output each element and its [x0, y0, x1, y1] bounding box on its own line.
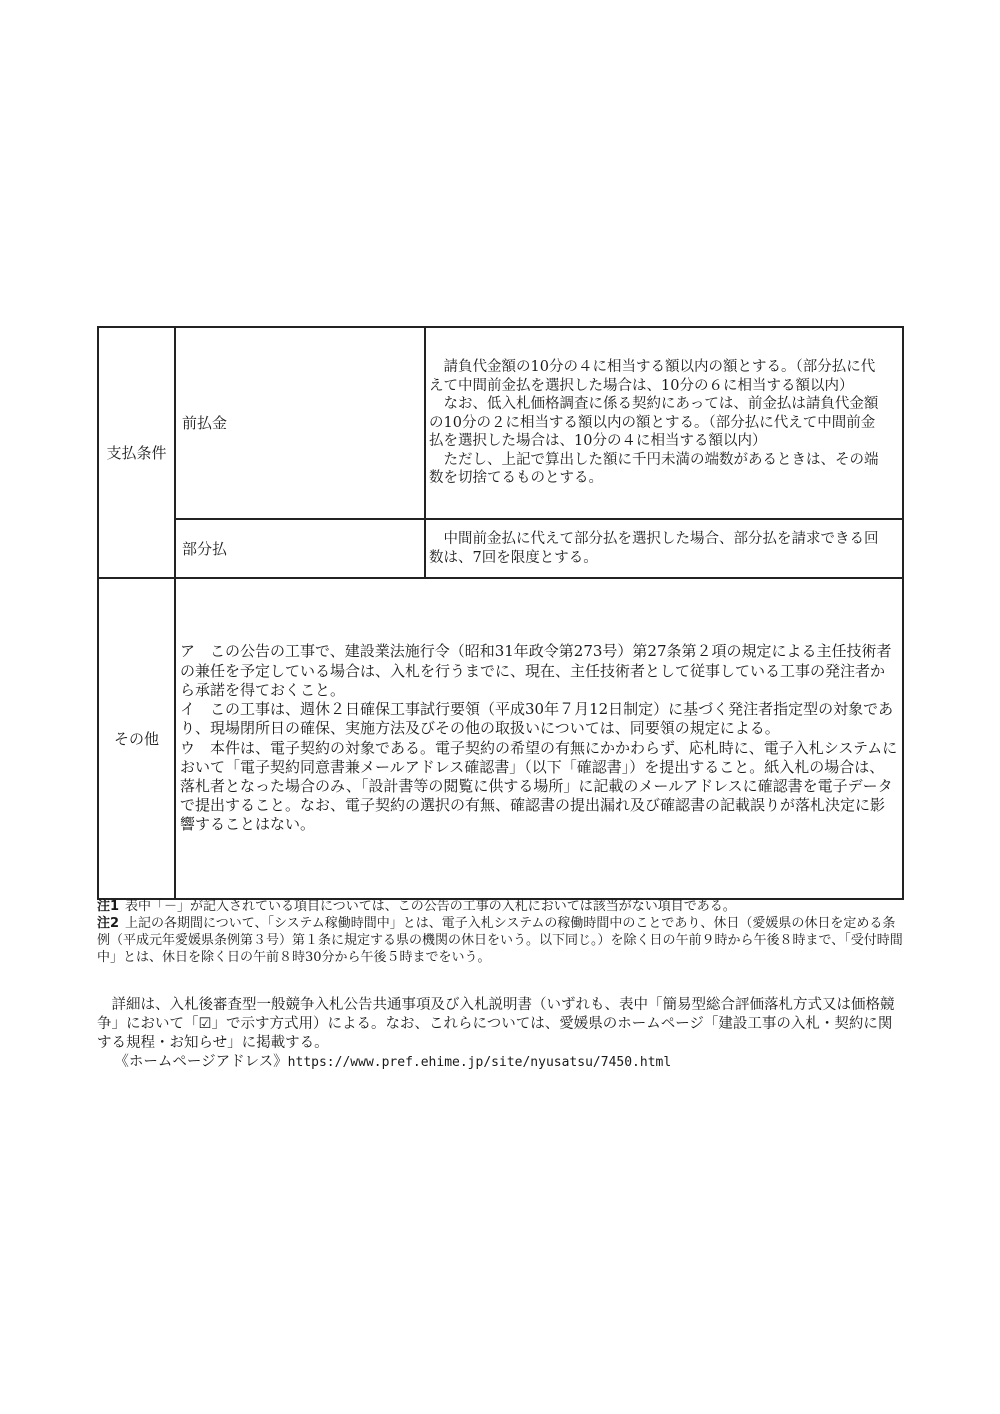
advance-label: 前払金: [182, 414, 228, 432]
note-1: [97, 898, 905, 915]
other-category-label: その他: [113, 729, 159, 748]
table-row: [98, 519, 903, 578]
partial-paragraph-1: 中間前金払に代えて部分払を選択した場合、部分払を請求できる回数は、7回を限度とする。: [429, 531, 879, 566]
homepage-url-link[interactable]: https://www.pref.ehime.jp/site/nyusatsu/7450.html: [287, 1055, 672, 1070]
advance-paragraph-1: 請負代金額の10分の４に相当する額以内の額とする。（部分払に代えて中間前金払を選択した場合は、10分の６に相当する額以内）: [429, 359, 876, 394]
details-section: [97, 996, 905, 1072]
homepage-address-label: 《ホームページアドレス》: [114, 1054, 288, 1070]
conditions-table: [97, 326, 904, 900]
other-content-cell: [175, 578, 903, 899]
table-row: [98, 578, 903, 899]
partial-label: 部分払: [182, 539, 228, 558]
table-row: [98, 327, 903, 519]
note-1-label: 注1: [97, 899, 120, 914]
other-item-a: ア この公告の工事で、建設業法施行令（昭和31年政令第273号）第27条第２項の規定による主任技術者の兼任を予定している場合は、入札を行うまでに、現在、主任技術者として従事している工事の発注者から承諾を得ておくこと。: [180, 642, 892, 699]
other-item-u: ウ 本件は、電子契約の対象である。電子契約の希望の有無にかかわらず、応札時に、電子入札システムにおいて「電子契約同意書兼メールアドレス確認書」（以下「確認書」）を提出すること。紙入札の場合は、落札者となった場合のみ、「設計書等の閲覧に供する場所」に記載のメールアドレスに確認書を電子データで提出すること。なお、電子契約の選択の有無、確認書の提出漏れ及び確認書の記載誤りが落札決定に影響することはない。: [180, 738, 898, 834]
advance-paragraph-2: なお、低入札価格調査に係る契約にあっては、前金払は請負代金額の10分の２に相当する額以内の額とする。（部分払に代えて中間前金払を選択した場合は、10分の４に相当する額以内）: [429, 396, 879, 450]
partial-content-cell: [425, 519, 903, 578]
advance-label-cell: [175, 327, 425, 519]
other-item-i: イ この工事は、週休２日確保工事試行要領（平成30年７月12日制定）に基づく発注者指定型の対象であり、現場閉所日の確保、実施方法及びその他の取扱いについては、同要領の規定による。: [180, 700, 894, 738]
advance-content-cell: [425, 327, 903, 519]
note-2-text: 上記の各期間について、「システム稼働時間中」とは、電子入札システムの稼働時間中のことであり、休日（愛媛県の休日を定める条例（平成元年愛媛県条例第３号）第１条に規定する県の機関の休日をいう。以下同じ。）を除く日の午前９時から午後８時まで、「受付時間中」とは、休日を除く日の午前８時30分から午後５時までをいう。: [97, 916, 903, 965]
note-2-label: 注2: [97, 916, 120, 931]
note-2: [97, 915, 905, 966]
note-1-text: 表中「－」が記入されている項目については、この公告の工事の入札においては該当がない項目である。: [125, 899, 736, 914]
footnotes: [97, 898, 905, 966]
advance-paragraph-3: ただし、上記で算出した額に千円未満の端数があるときは、その端数を切捨てるものとする。: [429, 451, 879, 487]
payment-category-label: 支払条件: [106, 443, 167, 462]
partial-label-cell: [175, 519, 425, 578]
homepage-address-line: [97, 1053, 905, 1072]
details-paragraph: 詳細は、入札後審査型一般競争入札公告共通事項及び入札説明書（いずれも、表中「簡易型総合評価落札方式又は価格競争」において「☑」で示す方式用）による。なお、これらについては、愛媛県のホームページ「建設工事の入札・契約に関する規程・お知らせ」に掲載する。: [97, 997, 895, 1051]
other-category-cell: [98, 578, 175, 899]
payment-category-cell: [98, 327, 175, 578]
